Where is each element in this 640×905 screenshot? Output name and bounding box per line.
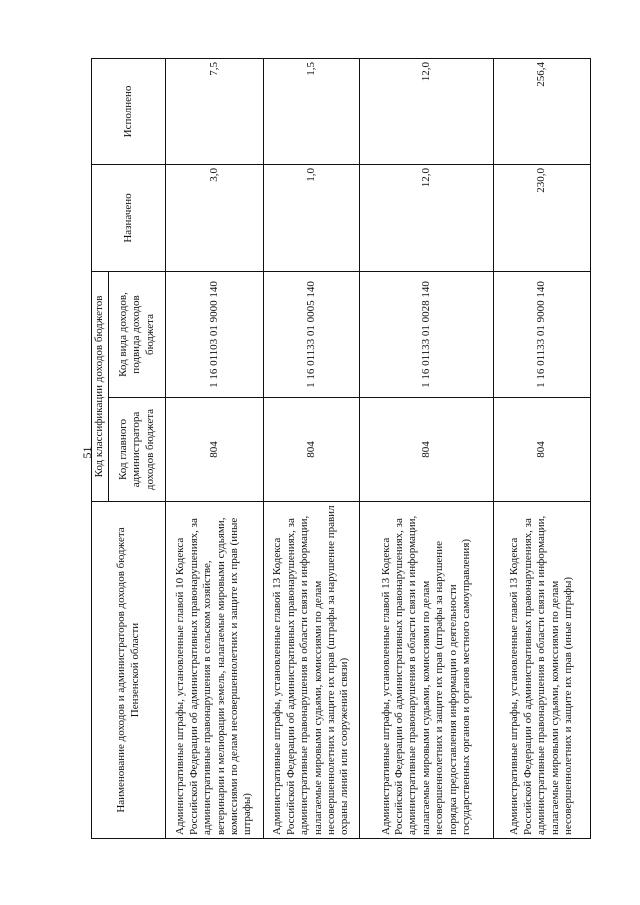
row-type-code: 1 16 01133 01 0028 140 bbox=[360, 272, 494, 398]
row-assigned: 3,0 bbox=[166, 165, 264, 272]
page-number: 51 bbox=[80, 446, 94, 459]
row-name: Административные штрафы, установленные главой 13 Кодекса Российской Федерации об административных правонарушениях, за административные правонарушения в области связи и информации, налагаемые мировыми судьями, комиссиями по делам несовершеннолетних и защите их прав (иные штрафы) bbox=[494, 502, 591, 839]
header-name: Наименование доходов и администраторов доходов бюджета Пензенской области bbox=[92, 502, 166, 839]
header-admin-code: Код главного администратора доходов бюджета bbox=[109, 398, 166, 502]
header-assigned: Назначено bbox=[92, 165, 166, 272]
row-admin-code: 804 bbox=[360, 398, 494, 502]
header-type-code: Код вида доходов, подвида доходов бюджета bbox=[109, 272, 166, 398]
table-row bbox=[166, 59, 264, 839]
table-row bbox=[494, 59, 591, 839]
revenue-table bbox=[91, 58, 591, 839]
table-row bbox=[264, 59, 360, 839]
row-name: Административные штрафы, установленные главой 13 Кодекса Российской Федерации об административных правонарушениях, за административные правонарушения в области связи и информации, налагаемые мировыми судьями, комиссиями по делам несовершеннолетних и защите их прав (штрафы за нарушение правил охраны линий или сооружений связи) bbox=[264, 502, 360, 839]
row-admin-code: 804 bbox=[166, 398, 264, 502]
row-admin-code: 804 bbox=[494, 398, 591, 502]
row-executed: 7,5 bbox=[166, 59, 264, 165]
header-code-group: Код классификации доходов бюджетов bbox=[92, 272, 109, 502]
header-row-1 bbox=[92, 59, 109, 839]
row-assigned: 230,0 bbox=[494, 165, 591, 272]
row-executed: 256,4 bbox=[494, 59, 591, 165]
row-executed: 12,0 bbox=[360, 59, 494, 165]
row-type-code: 1 16 01103 01 9000 140 bbox=[166, 272, 264, 398]
row-admin-code: 804 bbox=[264, 398, 360, 502]
row-executed: 1,5 bbox=[264, 59, 360, 165]
row-type-code: 1 16 01133 01 9000 140 bbox=[494, 272, 591, 398]
header-executed: Исполнено bbox=[92, 59, 166, 165]
row-assigned: 1,0 bbox=[264, 165, 360, 272]
table-row bbox=[360, 59, 494, 839]
row-name: Административные штрафы, установленные главой 10 Кодекса Российской Федерации об административных правонарушениях, за административные правонарушения в сельском хозяйстве, ветеринарии и мелиорации земель, налагаемые мировыми судьями, комиссиями по делам несовершеннолетних и защите их прав (иные штрафы) bbox=[166, 502, 264, 839]
row-name: Административные штрафы, установленные главой 13 Кодекса Российской Федерации об административных правонарушениях, за административные правонарушения в области связи и информации, налагаемые мировыми судьями, комиссиями по делам несовершеннолетних и защите их прав (штрафы за нарушение порядка предоставления информации о деятельности государственных органов и органов местного самоуправления) bbox=[360, 502, 494, 839]
row-assigned: 12,0 bbox=[360, 165, 494, 272]
row-type-code: 1 16 01133 01 0005 140 bbox=[264, 272, 360, 398]
